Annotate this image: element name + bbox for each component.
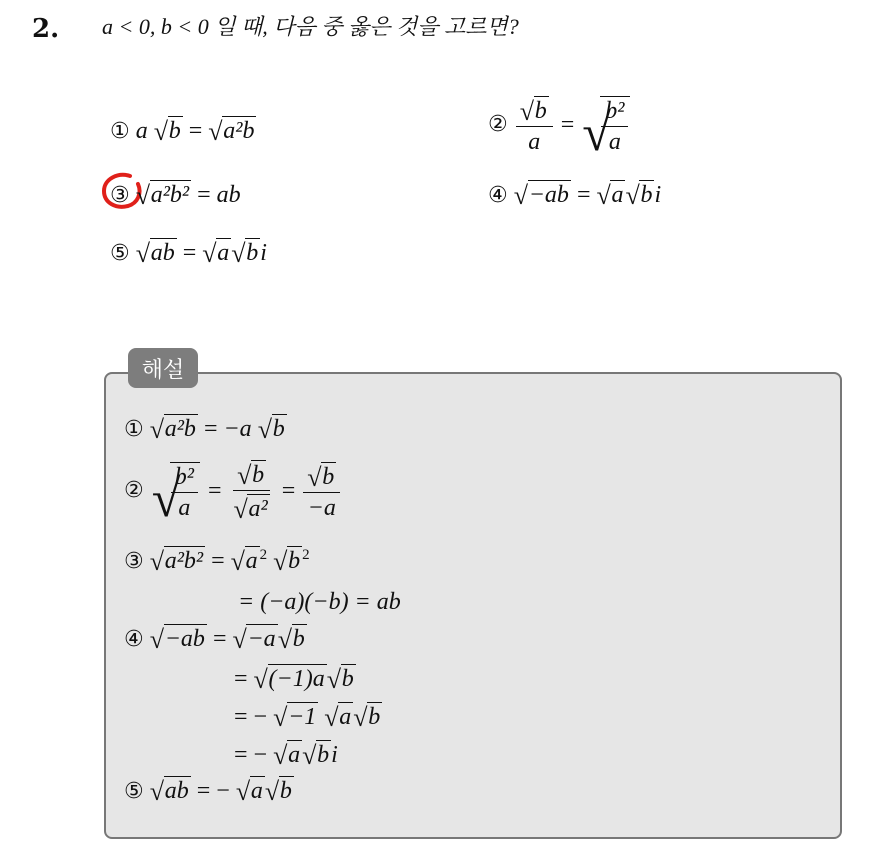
question-text: a < 0, b < 0 일 때, 다음 중 옳은 것을 고르면? <box>102 14 519 39</box>
option-3[interactable] <box>110 180 241 210</box>
equals: = <box>182 240 197 266</box>
solution-step-4-line3: = − √ −1 √ a √ b <box>234 703 381 732</box>
option-1[interactable] <box>110 116 256 146</box>
solution-box <box>104 372 842 839</box>
equals: = <box>188 118 203 144</box>
sqrt: √ ab <box>135 239 175 268</box>
step-label: ④ <box>124 627 144 652</box>
solution-step-3-line2: = (−a)(−b) = ab <box>238 589 401 615</box>
solution-step-1: ① √ a²b = −a √ b <box>124 415 285 444</box>
sqrt: √ b <box>231 239 259 268</box>
sqrt: √ a <box>596 181 624 210</box>
coef: a <box>135 118 148 144</box>
option-label: ③ <box>110 183 130 208</box>
sqrt: √ a²b² <box>135 181 190 210</box>
option-4[interactable] <box>488 180 662 210</box>
equals: = <box>560 112 575 138</box>
solution-step-4-line2: = √ (−1)a √ b <box>234 665 354 694</box>
solution-step-3: ③ √ a²b² = √ a $^2$ √ b $^2$ <box>124 547 310 576</box>
option-label: ⑤ <box>110 241 130 266</box>
solution-tag: 해설 <box>128 348 198 388</box>
imag-unit: i <box>654 182 662 208</box>
step-label: ② <box>124 477 144 503</box>
sqrt: √ a <box>202 239 230 268</box>
option-label: ④ <box>488 183 508 208</box>
solution-step-2: ② √ $\frac{\text{b²}}{a}$ = √ b √ a² = √ b −a <box>124 460 340 521</box>
sqrt: √ b <box>625 181 653 210</box>
option-label: ② <box>488 112 508 137</box>
step-label: ① <box>124 417 144 442</box>
solution-step-4-line4: = − √ a √ bi <box>234 741 338 770</box>
solution-step-4: ④ √ −ab = √ −a √ b <box>124 625 305 654</box>
fraction: √ b a <box>516 96 553 154</box>
option-2[interactable] <box>488 96 630 162</box>
equals: = <box>576 182 591 208</box>
question-number: 2. <box>32 14 60 44</box>
option-5[interactable] <box>110 238 267 268</box>
step-label: ③ <box>124 549 144 574</box>
rhs: ab <box>216 182 241 208</box>
imag-unit: i <box>260 240 267 266</box>
sqrt: √ b <box>153 117 181 146</box>
equals: = <box>197 182 211 208</box>
option-label: ① <box>110 119 130 144</box>
step-label: ⑤ <box>124 779 144 804</box>
solution-step-5: ⑤ √ ab = − √ a √ b <box>124 777 292 806</box>
sqrt: √ $\frac{\text{b²}}{a}$ <box>582 96 630 154</box>
sqrt: √ a²b <box>208 117 255 146</box>
sqrt: √ −ab <box>513 181 569 210</box>
